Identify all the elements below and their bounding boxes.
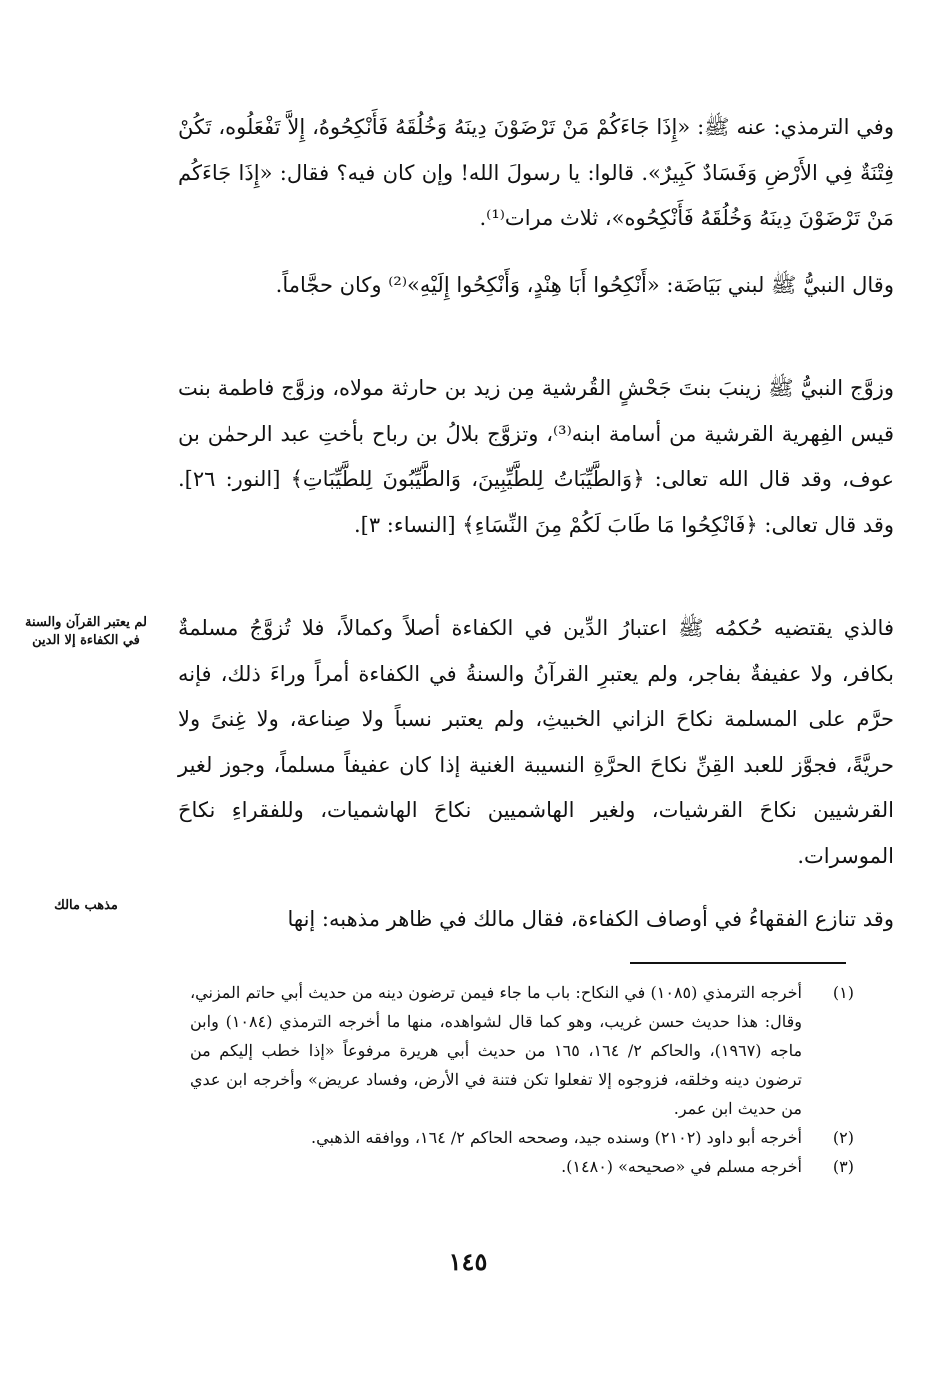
paragraph-text: وفي الترمذي: عنه ﷺ: «إِذَا جَاءَكُمْ مَنْ تَرْضَوْنَ دِينَهُ وَخُلُقَهُ فَأَنْكِحُوهُ، إِلاَّ تَفْعَلُوه، تَكُنْ فِتْنَةٌ فِي الأَرْضِ وَفَسَادٌ كَبِيرٌ». قالوا: يا رسولَ الله! وإن كان فيه؟ فقال: «إِذَا جَاءَكُم مَنْ تَرْضَوْنَ دِينَهُ وَخُلُقَهُ فَأَنْكِحُوه»، ثلاث مرات⁽¹⁾. (178, 115, 894, 230)
footnote-number: (٣) (832, 1157, 854, 1176)
main-paragraph-3 (178, 366, 894, 548)
footnote-number: (٢) (832, 1128, 854, 1147)
margin-note-kafaa: لم يعتبر القرآن والسنة في الكفاءة إلا الدين (25, 615, 147, 648)
main-paragraph-2 (178, 263, 894, 309)
footnote-text: أخرجه أبو داود (٢١٠٢) وسنده جيد، وصححه الحاكم ٢/ ١٦٤، ووافقه الذهبي. (311, 1128, 802, 1147)
footnote-2 (190, 1123, 854, 1152)
main-paragraph-5 (178, 897, 894, 943)
page-number: ١٤٥ (448, 1247, 488, 1276)
footnote-1 (190, 978, 854, 1123)
paragraph-text: فالذي يقتضيه حُكمُه ﷺ اعتبارُ الدِّين في الكفاءة أصلاً وكمالاً، فلا تُزوَّجُ مسلمةٌ بكافر، ولا عفيفةٌ بفاجر، ولم يعتبرِ القرآنُ والسنةُ في الكفاءة أمراً وراءَ ذلك، فإنه حرَّم على المسلمة نكاحَ الزاني الخبيثِ، ولم يعتبر نسباً ولا صِناعة، ولا غِنىً ولا حريَّةً، فجوَّز للعبد القِنِّ نكاحَ الحرَّةِ النسيبة الغنية إذا كان عفيفاً مسلماً، وجوز لغير القرشيين نكاحَ القرشيات، ولغير الهاشميين نكاحَ الهاشميات، وللفقراءِ نكاحَ الموسرات. (178, 616, 894, 868)
paragraph-text: وزوَّج النبيُّ ﷺ زينبَ بنتَ جَحْشٍ القُرشية مِن زيد بن حارثة مولاه، وزوَّج فاطمة بنت قيس الفِهرية القرشية من أسامة ابنه⁽³⁾، وتزوَّج بلالُ بن رباح بأختِ عبد الرحمٰن بن عوف، وقد قال الله تعالى: ﴿وَالطَّيِّبَاتُ لِلطَّيِّبِينَ، وَالطَّيِّبُونَ لِلطَّيِّبَاتِ﴾ [النور: ٢٦]. وقد قال تعالى: ﴿فَانْكِحُوا مَا طَابَ لَكُمْ مِنَ النِّسَاءِ﴾ [النساء: ٣]. (178, 376, 894, 537)
main-paragraph-4 (178, 606, 894, 879)
footnote-separator (630, 962, 846, 964)
footnote-text: أخرجه الترمذي (١٠٨٥) في النكاح: باب ما جاء فيمن ترضون دينه من حديث أبي حاتم المزني، وقال: هذا حديث حسن غريب، وهو كما قال لشواهده، منها ما أخرجه الترمذي (١٠٨٤) وابن ماجه (١٩٦٧)، والحاكم ٢/ ١٦٤، ١٦٥ من حديث أبي هريرة مرفوعاً «إذا خطب إليكم من ترضون دينه وخلقه، فزوجوه إلا تفعلوا تكن فتنة في الأرض، وفساد عريض» وأخرجه ابن عدي من حديث ابن عمر. (190, 983, 803, 1118)
main-paragraph-1 (178, 105, 894, 242)
paragraph-text: وقد تنازع الفقهاءُ في أوصاف الكفاءة، فقال مالك في ظاهر مذهبه: إنها (287, 907, 894, 931)
margin-note-malik: مذهب مالك (54, 898, 118, 913)
paragraph-text: وقال النبيُّ ﷺ لبني بَيَاضَة: «أَنْكِحُوا أَبَا هِنْدٍ، وَأَنْكِحُوا إِلَيْهِ»⁽²⁾ وكان حجَّاماً. (275, 273, 894, 297)
footnote-text: أخرجه مسلم في «صحيحه» (١٤٨٠). (561, 1157, 802, 1176)
footnote-number: (١) (832, 983, 854, 1002)
footnote-3 (190, 1152, 854, 1181)
footnotes-section (190, 978, 854, 1181)
